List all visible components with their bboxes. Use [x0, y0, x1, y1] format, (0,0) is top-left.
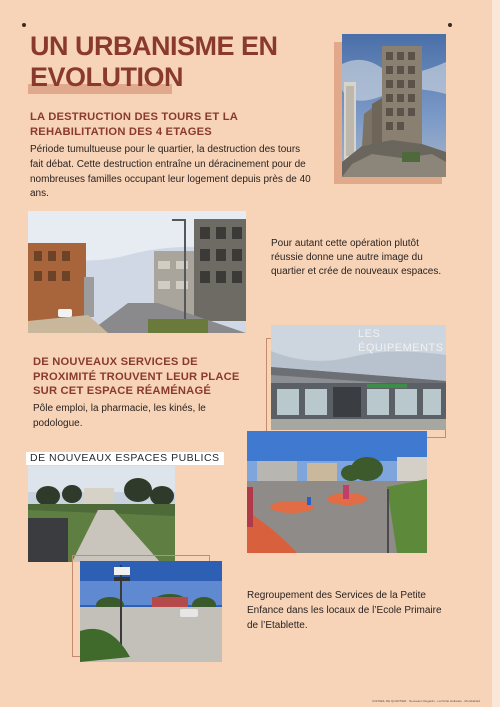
section-3-heading-line-3: SUR CET ESPACE RÉAMÉNAGÉ [33, 385, 212, 397]
equipements-label-line-1: LES [358, 328, 381, 340]
credit-footer: CONSEIL DE QUARTIER · Nouveaux Regards · La Petite Hollande · Montbéliard [372, 699, 481, 703]
tower-demolition-photo [342, 34, 446, 177]
pin-dot-left [22, 23, 26, 27]
section-1-body-line-4: ans. [30, 188, 49, 199]
public-spaces-label: DE NOUVEAUX ESPACES PUBLICS [26, 452, 224, 465]
section-4-body-line-1: Regroupement des Services de la Petite [247, 590, 426, 601]
section-1-body-line-1: Période tumultueuse pour le quartier, la destruction des tours [30, 144, 301, 155]
section-2-body-line-3: quartier et crée de nouveaux espaces. [271, 266, 442, 277]
section-3-body-line-1: Pôle emploi, la pharmacie, les kinés, le [33, 403, 206, 414]
section-2-body-line-2: réussie donne une autre image du [271, 252, 423, 263]
section-3-body-line-2: podologue. [33, 418, 83, 429]
section-1-body-line-3: nombreuses familles occupant leur logement depuis près de 40 [30, 174, 311, 185]
section-3-heading-line-1: DE NOUVEAUX SERVICES DE [33, 356, 198, 368]
school-services-photo [80, 561, 222, 662]
section-3-heading-line-2: PROXIMITÉ TROUVENT LEUR PLACE [33, 371, 240, 383]
page-title-line-2: EVOLUTION [30, 62, 184, 92]
section-4-body-line-3: de l’Etablette. [247, 620, 308, 631]
playground-photo [247, 431, 427, 553]
page-edge [492, 0, 500, 707]
equipements-label-line-2: ÉQUIPEMENTS [358, 342, 444, 354]
section-1-heading-line-2: REHABILITATION DES 4 ETAGES [30, 126, 212, 138]
pin-dot-right [448, 23, 452, 27]
public-spaces-photo [28, 466, 175, 562]
page-title-line-1: UN URBANISME EN [30, 31, 278, 61]
section-1-body-line-2: fait débat. Cette destruction entraîne un déracinement pour de [30, 159, 306, 170]
section-2-body-line-1: Pour autant cette opération plutôt [271, 238, 419, 249]
section-4-body-line-2: Enfance dans les locaux de l’Ecole Primaire [247, 605, 442, 616]
section-1-heading-line-1: LA DESTRUCTION DES TOURS ET LA [30, 111, 239, 123]
street-residential-photo [28, 211, 246, 333]
